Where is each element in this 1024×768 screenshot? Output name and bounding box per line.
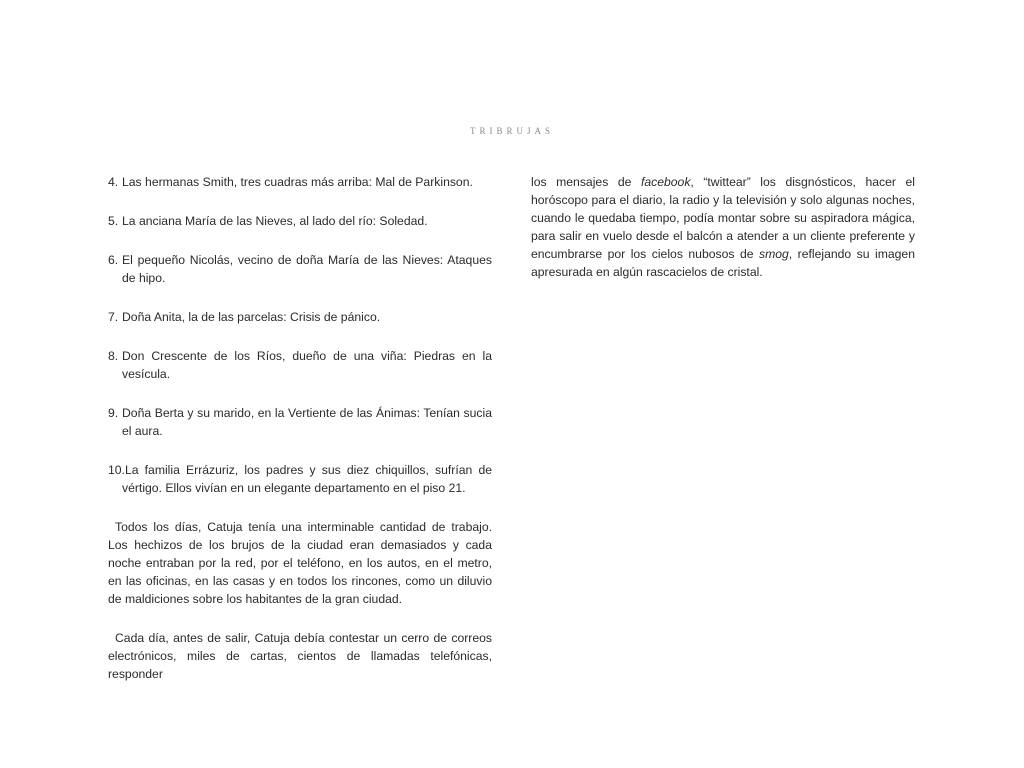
continued-paragraph [531,173,915,281]
list-number: 4. [108,175,119,189]
list-item [108,461,492,497]
list-number: 7. [108,310,119,324]
list-number: 6. [108,253,119,267]
list-item [108,251,492,287]
list-item [108,308,492,326]
list-item [108,404,492,440]
list-text: Doña Berta y su marido, en la Vertiente de las Ánimas: Tenían sucia el aura. [122,406,492,438]
list-text: La anciana María de las Nieves, al lado del río: Soledad. [122,214,428,228]
emphasis-smog: smog [758,247,789,261]
list-text: Don Crescente de los Ríos, dueño de una viña: Piedras en la vesícula. [122,349,492,381]
text-run: los mensajes de [531,175,641,189]
list-text: Doña Anita, la de las parcelas: Crisis de pánico. [122,310,381,324]
list-text: El pequeño Nicolás, vecino de doña María de las Nieves: Ataques de hipo. [122,253,492,285]
body-paragraph: Cada día, antes de salir, Catuja debía contestar un cerro de correos electrónicos, miles de cartas, cientos de llamadas telefónicas, responder [108,631,492,681]
right-column [531,173,915,281]
list-text: La familia Errázuriz, los padres y sus diez chiquillos, sufrían de vértigo. Ellos vivían en un elegante departamento en el piso 21. [122,463,492,495]
running-header: TRIBRUJAS [469,126,554,136]
left-column [108,173,492,704]
body-paragraph: Todos los días, Catuja tenía una interminable cantidad de trabajo. Los hechizos de los brujos de la ciudad eran demasiados y cada noche entraban por la red, por el teléfono, en los autos, en el metro, en las oficinas, en las casas y en todos los rincones, como un diluvio de maldiciones sobre los habitantes de la gran ciudad. [108,520,492,606]
emphasis-facebook: facebook [640,175,691,189]
text-run: , “twittear” los disgnósticos, hacer el horóscopo para el diario, la radio y la televisión y solo algunas noches, cuando le quedaba tiempo, podía montar sobre su aspiradora mágica, para salir en vuelo desde el balcón a atender a un cliente preferente y encumbrarse por los cielos nubosos de [531,175,915,261]
list-item [108,347,492,383]
text-run: , reflejando su imagen apresurada en algún rascacielos de cristal. [531,247,915,279]
list-number: 5. [108,214,119,228]
list-number: 10. [108,463,125,477]
list-item [108,212,492,230]
list-number: 8. [108,349,119,363]
list-number: 9. [108,406,119,420]
list-item [108,173,492,191]
list-text: Las hermanas Smith, tres cuadras más arriba: Mal de Parkinson. [122,175,473,189]
